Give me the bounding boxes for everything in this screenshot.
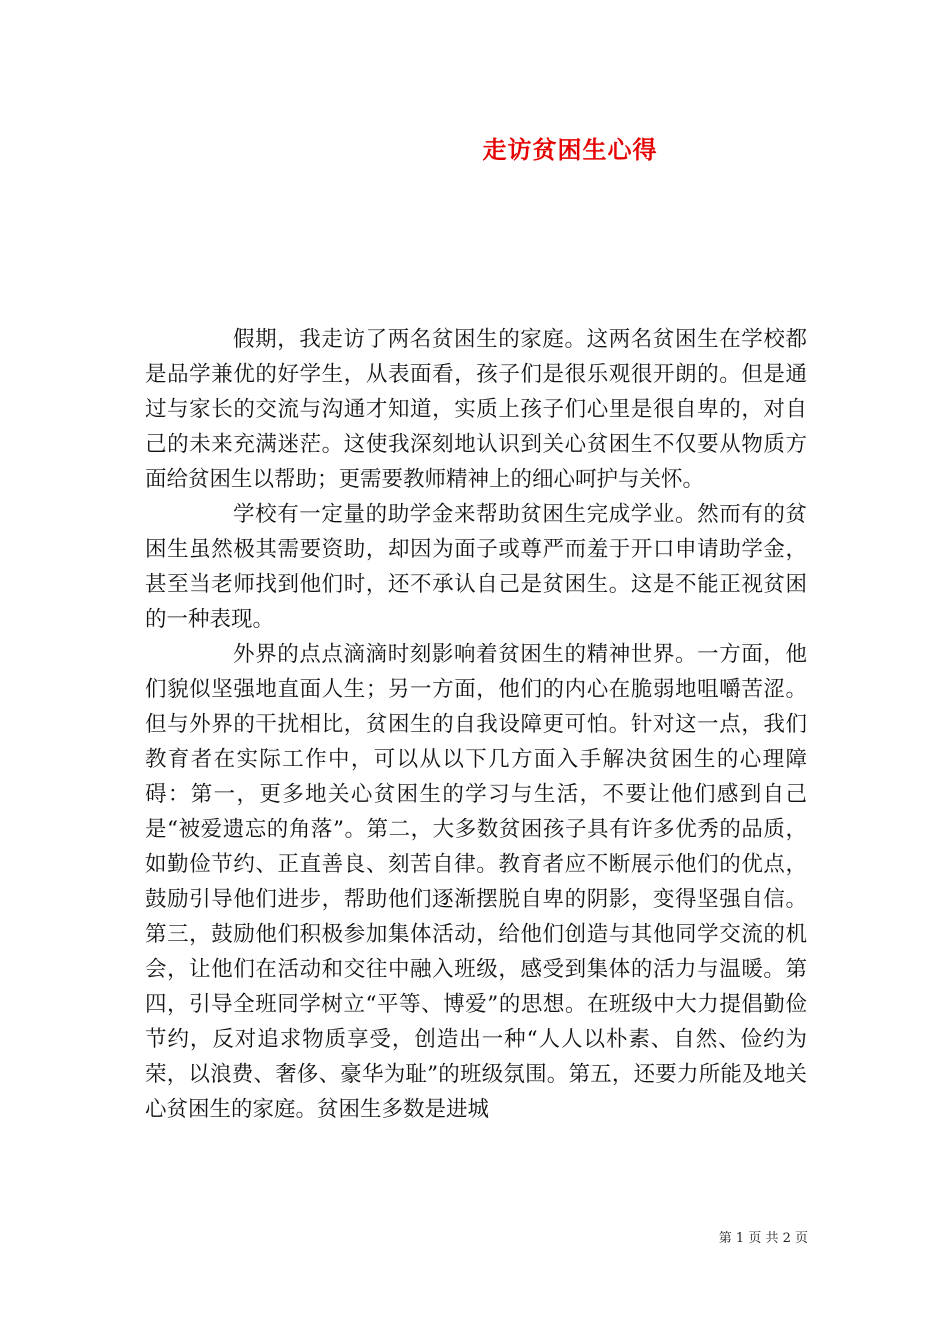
document-title: 走访贫困生心得 [482, 136, 658, 164]
paragraph-2: 学校有一定量的助学金来帮助贫困生完成学业。然而有的贫困生虽然极其需要资助，却因为面子或尊严而羞于开口申请助学金，甚至当老师找到他们时，还不承认自己是贫困生。这是不能正视贫困的一种表现。 [145, 502, 807, 632]
paragraph-1: 假期，我走访了两名贫困生的家庭。这两名贫困生在学校都是品学兼优的好学生，从表面看，孩子们是很乐观很开朗的。但是通过与家长的交流与沟通才知道，实质上孩子们心里是很自卑的，对自己的未来充满迷茫。这使我深刻地认识到关心贫困生不仅要从物质方面给贫困生以帮助；更需要教师精神上的细心呵护与关怀。 [145, 327, 807, 492]
document-body [145, 322, 807, 1127]
page-number-footer: 第 1 页 共 2 页 [718, 1231, 808, 1246]
paragraph-3: 外界的点点滴滴时刻影响着贫困生的精神世界。一方面，他们貌似坚强地直面人生；另一方面，他们的内心在脆弱地咀嚼苦涩。但与外界的干扰相比，贫困生的自我设障更可怕。针对这一点，我们教育者在实际工作中，可以从以下几方面入手解决贫困生的心理障碍：第一，更多地关心贫困生的学习与生活，不要让他们感到自己是“被爱遗忘的角落”。第二，大多数贫困孩子具有许多优秀的品质，如勤俭节约、正直善良、刻苦自律。教育者应不断展示他们的优点，鼓励引导他们进步，帮助他们逐渐摆脱自卑的阴影，变得坚强自信。第三，鼓励他们积极参加集体活动，给他们创造与其他同学交流的机会，让他们在活动和交往中融入班级，感受到集体的活力与温暖。第四，引导全班同学树立“平等、博爱”的思想。在班级中大力提倡勤俭节约，反对追求物质享受，创造出一种“人人以朴素、自然、俭约为荣，以浪费、奢侈、豪华为耻”的班级氛围。第五，还要力所能及地关心贫困生的家庭。贫困生多数是进城 [145, 642, 807, 1122]
